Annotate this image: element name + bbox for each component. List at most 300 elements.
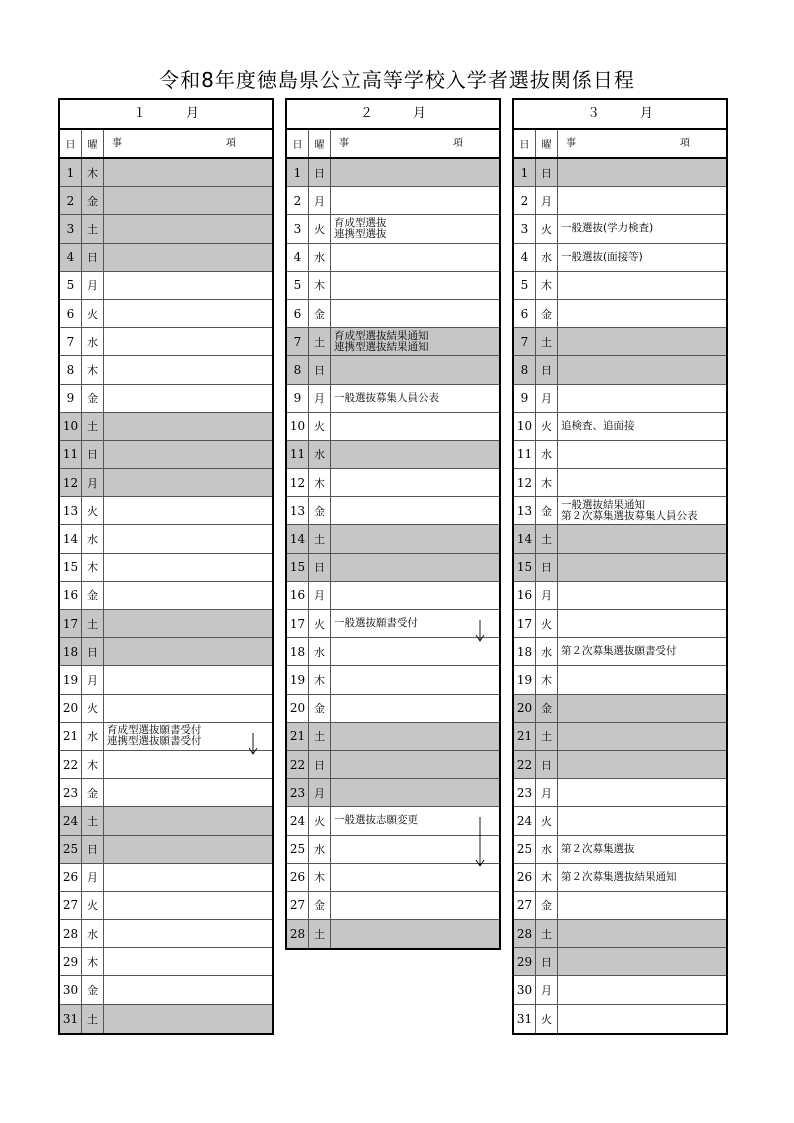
day-number: 4 (60, 244, 82, 271)
event-cell (331, 385, 499, 412)
day-number: 3 (60, 215, 82, 242)
day-number: 14 (60, 525, 82, 552)
month-header (514, 100, 726, 130)
event-cell (558, 469, 726, 496)
day-number: 14 (514, 525, 536, 552)
day-number: 27 (60, 892, 82, 919)
day-number: 2 (287, 187, 309, 214)
day-number: 9 (287, 385, 309, 412)
day-number: 2 (514, 187, 536, 214)
table-row (514, 413, 726, 441)
table-row (60, 582, 272, 610)
table-row (60, 723, 272, 751)
table-row (287, 328, 499, 356)
event-text: 連携型選抜願書受付 (107, 735, 202, 748)
event-cell (104, 695, 272, 722)
event-cell (331, 751, 499, 778)
month-header (60, 100, 272, 130)
event-cell (331, 779, 499, 806)
day-number: 26 (60, 864, 82, 891)
event-cell (331, 610, 499, 637)
day-number: 12 (514, 469, 536, 496)
event-cell (331, 328, 499, 355)
month-number: １ (132, 106, 146, 121)
table-row (287, 836, 499, 864)
weekday: 土 (309, 920, 331, 948)
day-number: 6 (287, 300, 309, 327)
event-cell (104, 413, 272, 440)
event-cell (558, 948, 726, 975)
event-cell (331, 582, 499, 609)
day-number: 9 (60, 385, 82, 412)
event-text: 育成型選抜結果通知 (334, 329, 429, 342)
table-row (287, 272, 499, 300)
weekday: 金 (309, 695, 331, 722)
event-cell (331, 244, 499, 271)
day-number: 8 (60, 356, 82, 383)
table-row (514, 976, 726, 1004)
event-cell (558, 328, 726, 355)
event-cell (331, 892, 499, 919)
day-number: 5 (287, 272, 309, 299)
event-cell (558, 723, 726, 750)
day-number: 30 (60, 976, 82, 1003)
event-text: 一般選抜願書受付 (334, 617, 418, 630)
day-number: 6 (514, 300, 536, 327)
weekday: 土 (309, 723, 331, 750)
event-cell (104, 807, 272, 834)
weekday: 木 (82, 751, 104, 778)
table-row (60, 244, 272, 272)
weekday: 土 (536, 525, 558, 552)
event-cell (331, 554, 499, 581)
table-row (60, 441, 272, 469)
table-row (60, 328, 272, 356)
month-table-january (58, 98, 274, 1035)
event-cell (558, 244, 726, 271)
day-number: 25 (514, 836, 536, 863)
table-row (60, 836, 272, 864)
table-row (287, 864, 499, 892)
weekday: 金 (82, 582, 104, 609)
event-text: 第２次募集選抜 (561, 842, 635, 855)
event-cell (104, 610, 272, 637)
day-number: 28 (60, 920, 82, 947)
event-cell (104, 779, 272, 806)
table-row (514, 695, 726, 723)
weekday: 金 (82, 779, 104, 806)
event-cell (104, 920, 272, 947)
event-cell (104, 723, 272, 750)
table-row (287, 187, 499, 215)
weekday: 月 (536, 385, 558, 412)
table-row (60, 300, 272, 328)
event-cell (331, 215, 499, 242)
weekday: 月 (82, 864, 104, 891)
event-cell (104, 300, 272, 327)
event-cell (104, 582, 272, 609)
weekday: 日 (309, 554, 331, 581)
weekday: 水 (309, 244, 331, 271)
day-number: 2 (60, 187, 82, 214)
event-cell (104, 159, 272, 186)
day-number: 26 (287, 864, 309, 891)
weekday: 日 (536, 159, 558, 186)
weekday: 金 (536, 892, 558, 919)
weekday: 火 (309, 610, 331, 637)
table-row (60, 666, 272, 694)
table-row (514, 948, 726, 976)
day-number: 31 (514, 1005, 536, 1033)
event-cell (558, 864, 726, 891)
day-number: 17 (514, 610, 536, 637)
day-number: 26 (514, 864, 536, 891)
table-row (60, 976, 272, 1004)
weekday: 木 (536, 864, 558, 891)
table-row (287, 525, 499, 553)
table-row (60, 525, 272, 553)
day-number: 19 (287, 666, 309, 693)
event-cell (558, 159, 726, 186)
event-cell (331, 638, 499, 665)
event-cell (331, 441, 499, 468)
table-row (287, 497, 499, 525)
event-cell (331, 836, 499, 863)
column-header-row (514, 130, 726, 159)
weekday: 土 (82, 1005, 104, 1033)
weekday: 月 (309, 779, 331, 806)
event-text: 第２次募集選抜募集人員公表 (561, 509, 698, 522)
event-cell (331, 469, 499, 496)
event-text: 一般選抜結果通知 (561, 498, 645, 511)
table-row (514, 159, 726, 187)
weekday: 月 (536, 779, 558, 806)
day-number: 21 (514, 723, 536, 750)
day-number: 18 (60, 638, 82, 665)
event-cell (558, 920, 726, 947)
day-number: 14 (287, 525, 309, 552)
table-row (287, 215, 499, 243)
table-row (60, 385, 272, 413)
column-header-row (60, 130, 272, 159)
day-number: 31 (60, 1005, 82, 1033)
event-cell (104, 328, 272, 355)
table-row (60, 948, 272, 976)
day-number: 23 (514, 779, 536, 806)
weekday: 金 (309, 300, 331, 327)
day-column-header: 日 (287, 130, 309, 157)
table-row (287, 159, 499, 187)
weekday: 土 (309, 525, 331, 552)
day-number: 17 (287, 610, 309, 637)
event-cell (104, 1005, 272, 1033)
event-cell (331, 159, 499, 186)
event-cell (104, 272, 272, 299)
table-row (60, 413, 272, 441)
day-number: 8 (514, 356, 536, 383)
event-cell (558, 441, 726, 468)
weekday: 火 (536, 1005, 558, 1033)
event-cell (558, 554, 726, 581)
event-cell (104, 469, 272, 496)
table-row (60, 187, 272, 215)
event-cell (104, 751, 272, 778)
table-row (287, 469, 499, 497)
table-row (60, 272, 272, 300)
table-row (514, 272, 726, 300)
table-row (60, 159, 272, 187)
weekday: 水 (536, 441, 558, 468)
event-text: 一般選抜(学力検査) (561, 222, 654, 235)
weekday: 日 (82, 836, 104, 863)
day-number: 23 (287, 779, 309, 806)
day-number: 29 (60, 948, 82, 975)
table-row (514, 469, 726, 497)
table-row (287, 413, 499, 441)
table-row (60, 1005, 272, 1033)
day-number: 1 (514, 159, 536, 186)
event-cell (104, 976, 272, 1003)
event-cell (331, 920, 499, 948)
table-row (60, 779, 272, 807)
weekday: 火 (309, 413, 331, 440)
weekday: 火 (82, 892, 104, 919)
day-number: 23 (60, 779, 82, 806)
weekday: 火 (536, 807, 558, 834)
event-cell (558, 413, 726, 440)
event-cell (558, 385, 726, 412)
column-header-row (287, 130, 499, 159)
weekday: 火 (309, 215, 331, 242)
day-number: 28 (514, 920, 536, 947)
day-number: 22 (287, 751, 309, 778)
weekday: 火 (536, 215, 558, 242)
day-number: 7 (60, 328, 82, 355)
event-cell (331, 864, 499, 891)
event-text: 追検査、追面接 (561, 419, 635, 432)
table-row (287, 751, 499, 779)
day-number: 29 (514, 948, 536, 975)
weekday: 月 (309, 582, 331, 609)
weekday: 水 (82, 525, 104, 552)
day-number: 1 (287, 159, 309, 186)
weekday: 金 (536, 497, 558, 524)
weekday-column-header: 曜 (82, 130, 104, 157)
event-cell (104, 864, 272, 891)
table-row (287, 244, 499, 272)
weekday: 火 (536, 610, 558, 637)
event-text: 育成型選抜 (334, 216, 387, 229)
event-cell (558, 695, 726, 722)
day-number: 8 (287, 356, 309, 383)
event-text: 連携型選抜 (334, 227, 387, 240)
weekday: 水 (309, 441, 331, 468)
weekday: 火 (82, 497, 104, 524)
weekday: 水 (82, 920, 104, 947)
table-row (60, 807, 272, 835)
event-cell (331, 413, 499, 440)
table-row (60, 215, 272, 243)
event-column-header: 事 項 (339, 138, 491, 149)
weekday: 木 (309, 666, 331, 693)
day-number: 15 (60, 554, 82, 581)
day-number: 1 (60, 159, 82, 186)
day-number: 24 (514, 807, 536, 834)
table-row (287, 638, 499, 666)
weekday: 火 (82, 300, 104, 327)
table-row (514, 892, 726, 920)
event-cell (558, 638, 726, 665)
event-cell (331, 272, 499, 299)
event-cell (331, 807, 499, 834)
weekday: 土 (82, 413, 104, 440)
table-row (514, 244, 726, 272)
weekday: 木 (82, 554, 104, 581)
weekday: 土 (536, 723, 558, 750)
weekday: 金 (82, 187, 104, 214)
event-cell (104, 244, 272, 271)
day-number: 20 (287, 695, 309, 722)
weekday: 木 (309, 272, 331, 299)
month-table-february (285, 98, 501, 950)
day-number: 3 (514, 215, 536, 242)
table-row (287, 554, 499, 582)
table-row (514, 920, 726, 948)
event-cell (558, 582, 726, 609)
day-number: 16 (287, 582, 309, 609)
day-number: 16 (60, 582, 82, 609)
event-text: 一般選抜募集人員公表 (334, 391, 439, 404)
weekday: 木 (309, 864, 331, 891)
month-header (287, 100, 499, 130)
event-text: 連携型選抜結果通知 (334, 340, 429, 353)
day-number: 11 (514, 441, 536, 468)
table-row (60, 864, 272, 892)
table-row (60, 356, 272, 384)
table-row (514, 385, 726, 413)
day-number: 22 (514, 751, 536, 778)
day-number: 24 (60, 807, 82, 834)
day-number: 10 (287, 413, 309, 440)
weekday: 水 (536, 836, 558, 863)
table-row (287, 892, 499, 920)
day-number: 15 (287, 554, 309, 581)
weekday: 木 (82, 356, 104, 383)
weekday: 水 (82, 723, 104, 750)
month-unit: 月 (186, 106, 200, 121)
table-row (514, 187, 726, 215)
event-cell (558, 497, 726, 524)
weekday: 土 (82, 610, 104, 637)
day-number: 4 (287, 244, 309, 271)
weekday: 木 (309, 469, 331, 496)
day-column-header: 日 (514, 130, 536, 157)
table-row (514, 356, 726, 384)
event-cell (104, 441, 272, 468)
event-cell (104, 836, 272, 863)
event-cell (558, 300, 726, 327)
weekday: 金 (309, 497, 331, 524)
weekday: 火 (536, 413, 558, 440)
event-cell (104, 666, 272, 693)
table-row (514, 807, 726, 835)
event-column-header: 事 項 (112, 138, 264, 149)
table-row (287, 441, 499, 469)
event-column-header: 事 項 (566, 138, 718, 149)
day-number: 25 (60, 836, 82, 863)
weekday: 日 (82, 244, 104, 271)
weekday: 土 (309, 328, 331, 355)
table-row (60, 497, 272, 525)
weekday: 金 (536, 695, 558, 722)
weekday: 木 (536, 666, 558, 693)
day-number: 3 (287, 215, 309, 242)
weekday: 金 (82, 976, 104, 1003)
day-number: 25 (287, 836, 309, 863)
event-cell (558, 807, 726, 834)
weekday: 木 (536, 469, 558, 496)
day-number: 27 (514, 892, 536, 919)
day-number: 18 (514, 638, 536, 665)
event-text: 第２次募集選抜願書受付 (561, 645, 677, 658)
weekday: 月 (536, 582, 558, 609)
table-row (287, 807, 499, 835)
table-row (287, 610, 499, 638)
event-cell (558, 610, 726, 637)
event-cell (331, 356, 499, 383)
weekday: 木 (82, 948, 104, 975)
table-row (60, 554, 272, 582)
day-number: 4 (514, 244, 536, 271)
weekday: 日 (536, 948, 558, 975)
table-row (514, 638, 726, 666)
event-cell (558, 215, 726, 242)
event-cell (104, 356, 272, 383)
table-row (60, 469, 272, 497)
weekday: 土 (536, 328, 558, 355)
weekday: 金 (309, 892, 331, 919)
month-unit: 月 (413, 106, 427, 121)
weekday: 火 (82, 695, 104, 722)
day-number: 28 (287, 920, 309, 948)
event-cell (558, 836, 726, 863)
event-cell (558, 779, 726, 806)
event-cell (558, 272, 726, 299)
table-row (287, 666, 499, 694)
table-row (287, 695, 499, 723)
day-number: 10 (60, 413, 82, 440)
weekday: 土 (536, 920, 558, 947)
weekday: 日 (82, 441, 104, 468)
weekday: 日 (82, 638, 104, 665)
day-number: 19 (60, 666, 82, 693)
table-row (514, 328, 726, 356)
day-number: 12 (287, 469, 309, 496)
event-cell (558, 976, 726, 1003)
table-row (514, 525, 726, 553)
day-number: 5 (60, 272, 82, 299)
day-number: 11 (287, 441, 309, 468)
day-number: 27 (287, 892, 309, 919)
day-number: 7 (287, 328, 309, 355)
event-cell (104, 497, 272, 524)
day-number: 20 (60, 695, 82, 722)
weekday: 日 (536, 751, 558, 778)
day-number: 20 (514, 695, 536, 722)
down-arrow-icon (475, 620, 485, 642)
event-cell (331, 723, 499, 750)
table-row (60, 610, 272, 638)
